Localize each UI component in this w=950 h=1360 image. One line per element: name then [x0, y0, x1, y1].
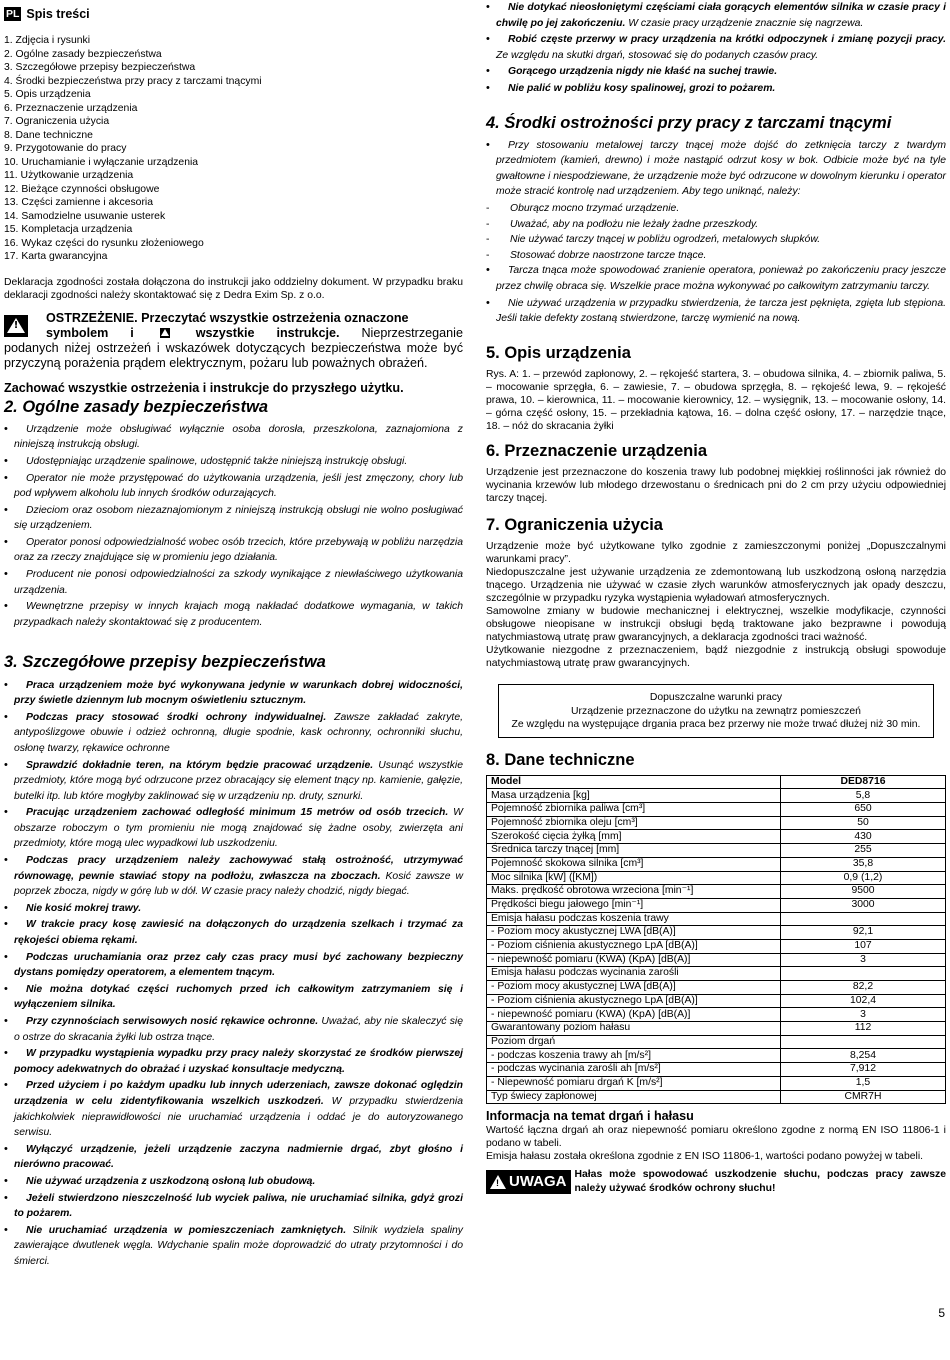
warning-line-2: [4, 326, 463, 341]
spec-label: Prędkości biegu jałowego [min⁻¹]: [487, 898, 781, 912]
list-item: [4, 982, 463, 1013]
list-item-bold: Nie używać urządzenia z uszkodzoną osłoną lub obudową.: [26, 1175, 316, 1187]
list-item: [4, 805, 463, 852]
spec-label: Pojemność zbiornika paliwa [cm³]: [487, 803, 781, 817]
toc-item[interactable]: 2. Ogólne zasady bezpieczeństwa: [4, 48, 162, 60]
spec-value: 650: [781, 803, 946, 817]
section-4-list: [486, 138, 946, 200]
table-row: [487, 1035, 946, 1049]
list-item: [4, 917, 463, 948]
declaration-note: Deklaracja zgodności została dołączona do instrukcji jako oddzielny dokument. W przypadku braku deklaracji zgodności należy skontaktować się z Dedra Exim Sp. z o.o.: [4, 276, 463, 301]
spec-label: Typ świecy zapłonowej: [487, 1090, 781, 1104]
list-item: • Wewnętrzne przepisy w innych krajach mogą nakładać dodatkowe wymagania, w takich przypadkach należy skontaktować się z producentem.: [4, 599, 463, 630]
table-row: [487, 981, 946, 995]
spec-value: CMR7H: [781, 1090, 946, 1104]
spec-value: 102,4: [781, 994, 946, 1008]
spec-label: - Poziom ciśnienia akustycznego LpA [dB(A)]: [487, 939, 781, 953]
right-column: [486, 0, 946, 1195]
section-2-title: 2. Ogólne zasady bezpieczeństwa: [4, 397, 269, 416]
box-line: Ze względu na występujące drgania praca bez przerwy nie może trwać dłużej niż 30 min.: [511, 719, 921, 731]
spec-label: Poziom drgań: [487, 1035, 781, 1049]
spec-value: 0,9 (1,2): [781, 871, 946, 885]
warning-word: symbolem: [46, 325, 109, 340]
list-item-bold: Podczas pracy stosować środki ochrony indywidualnej.: [26, 711, 327, 723]
list-item: • Operator ponosi odpowiedzialność wobec osób trzecich, które przebywają w pobliżu narzędzia oraz za rzeczy znajdujące się w promieniu jego działania.: [4, 535, 463, 566]
list-item-bold: Przed użyciem i po każdym upadku lub innych uderzeniach, zawsze dokonać oględzin urządzenia w celu zidentyfikowania wszelkich uszkodzeń.: [14, 1080, 463, 1107]
section-3-title: 3. Szczegółowe przepisy bezpieczeństwa: [4, 653, 326, 672]
keep-instructions: Zachować wszystkie ostrzeżenia i instrukcje do przyszłego użytku.: [4, 380, 404, 395]
toc-item[interactable]: 16. Wykaz części do rysunku złożeniowego: [4, 237, 204, 249]
list-item: [4, 1014, 463, 1045]
list-item-text: W obszarze roboczym o tym promieniu nie mogą znajdować się żadne osoby, zwierzęta ani przedmioty, które mogą ulec wypadkowi lub uszkodzeniu.: [14, 807, 463, 850]
table-row: [487, 994, 946, 1008]
toc-item[interactable]: 8. Dane techniczne: [4, 129, 93, 141]
table-row: [487, 1063, 946, 1077]
toc-header: [4, 6, 463, 22]
list-item-text: Zawsze zakładać zakryte, antypoślizgowe obuwie i odzież ochronną, długie spodnie, kask ochronny, ochronniki słuchu, osłonę twarzy, rękawice ochronne: [14, 711, 463, 754]
list-item: • Operator nie może przystępować do użytkowania urządzenia, jeśli jest zmęczony, chory lub pod wpływem alkoholu lub innych środków odurzających.: [4, 471, 463, 502]
box-line: Dopuszczalne warunki pracy: [649, 692, 783, 704]
table-row: [487, 926, 946, 940]
caution-label: UWAGA: [509, 1173, 567, 1191]
list-item-bold: Nie palić w pobliżu kosy spalinowej, grozi to pożarem.: [508, 82, 776, 94]
list-item-bold: Jeżeli stwierdzono nieszczelność lub wyciek paliwa, nie uruchamiać silnika, gdyż grozi to pożarem.: [14, 1192, 463, 1220]
list-item-text: Uważać, aby nie skaleczyć się o ostrze do skracania żyłki lub ostrza tnące.: [14, 1016, 463, 1043]
list-item-text: W czasie pracy urządzenie znacznie się nagrzewa.: [625, 17, 864, 29]
toc-item[interactable]: 7. Ograniczenia użycia: [4, 116, 110, 127]
spec-value: 1,5: [781, 1076, 946, 1090]
dash-item: - Stosować dobrze naostrzone tarcze tnące.: [486, 248, 946, 264]
warning-triangle-icon: [490, 1175, 506, 1189]
spec-value: 8,254: [781, 1049, 946, 1063]
list-item: [4, 1078, 463, 1140]
list-item: [4, 710, 463, 757]
table-row: [487, 953, 946, 967]
list-item: [486, 81, 946, 97]
warning-small-icon: [156, 326, 174, 341]
toc-item[interactable]: 10. Uruchamianie i wyłączanie urządzenia: [4, 156, 199, 168]
spec-value: 7,912: [781, 1063, 946, 1077]
spec-label: Szerokość cięcia żyłką [mm]: [487, 830, 781, 844]
toc-item[interactable]: 11. Użytkowanie urządzenia: [4, 170, 134, 181]
spec-label: Pojemność skokowa silnika [cm³]: [487, 857, 781, 871]
spec-label: - Poziom mocy akustycznej LWA [dB(A)]: [487, 926, 781, 940]
list-item: • Przy stosowaniu metalowej tarczy tnącej może dojść do zetknięcia tarczy z twardym przedmiotem (kamień, drewno) i może nastąpić odrzut kosy w bok. Odbicie może być na tyle gwałtowne i niespodziewane, że urządzenie może być odrzucone w dowolnym kierunku i operator może stracić kontrolę nad urządzeniem. Aby tego uniknąć, należy:: [486, 138, 946, 200]
table-row: [487, 803, 946, 817]
spec-value: 82,2: [781, 981, 946, 995]
list-item: • Producent nie ponosi odpowiedzialności za szkody wynikające z niewłaściwego użytkowania urządzenia.: [4, 567, 463, 598]
list-item-bold: Wyłączyć urządzenie, jeżeli urządzenie zaczyna nadmiernie drgać, zbyt głośno i nierówno pracować.: [14, 1143, 463, 1171]
spec-value: 3: [781, 953, 946, 967]
language-badge: PL: [6, 7, 20, 20]
table-row: [487, 1022, 946, 1036]
list-item: [4, 1174, 463, 1190]
table-row: [487, 967, 946, 981]
warning-heading: OSTRZEŻENIE. Przeczytać wszystkie ostrzeżenia oznaczone: [46, 310, 409, 325]
list-item: • Udostępniając urządzenie spalinowe, udostępnić także niniejszą instrukcję obsługi.: [4, 454, 463, 470]
spec-value: 112: [781, 1022, 946, 1036]
table-row: [487, 775, 946, 789]
dash-item: - Nie używać tarczy tnącej w pobliżu ogrodzeń, metalowych słupków.: [486, 232, 946, 248]
list-item: [486, 32, 946, 63]
working-conditions-box: [498, 684, 934, 738]
table-row: [487, 789, 946, 803]
section-2-list: [4, 422, 463, 631]
table-row: [487, 1049, 946, 1063]
table-row: [487, 1076, 946, 1090]
section-4-dash-list: [486, 201, 946, 263]
toc-item[interactable]: 6. Przeznaczenie urządzenia: [4, 102, 138, 114]
list-item: [4, 901, 463, 917]
spec-value: [781, 1035, 946, 1049]
table-row: [487, 844, 946, 858]
dash-item: - Uważać, aby na podłożu nie leżały żadne przeszkody.: [486, 217, 946, 233]
spec-value: 430: [781, 830, 946, 844]
warning-word: Nieprzestrzeganie: [361, 325, 463, 340]
list-item: [4, 1046, 463, 1077]
section-6-title: 6. Przeznaczenie urządzenia: [486, 441, 708, 460]
table-row: [487, 885, 946, 899]
list-item: • Tarcza tnąca może spowodować zranienie operatora, ponieważ po zakończeniu pracy jeszcze przez chwilę obraca się. Wszelkie prace można wykonywać po całkowitym zatrzymaniu tarczy.: [486, 263, 946, 294]
caution-block: [486, 1168, 946, 1195]
warning-block: [4, 311, 463, 371]
spec-label: - Poziom ciśnienia akustycznego LpA [dB(A)]: [487, 994, 781, 1008]
section-5-title: 5. Opis urządzenia: [486, 343, 631, 362]
warning-triangle-icon: [4, 315, 28, 337]
section-6-text: Urządzenie jest przeznaczone do koszenia trawy lub podobnej miękkiej roślinności jak również do wycinania krzewów lub młodego drzewostanu o średnicach pni do 2 cm przy użyciu odpowiedniej tarczy tnącej.: [486, 467, 946, 505]
info-text: Wartość łączna drgań ah oraz niepewność pomiaru określono zgodne z normą EN ISO 11806-1 i podano w tabeli.: [486, 1125, 946, 1150]
toc-item[interactable]: 5. Opis urządzenia: [4, 89, 91, 100]
toc-item[interactable]: 4. Środki bezpieczeństwa przy pracy z tarczami tnącymi: [4, 75, 262, 87]
box-line: Urządzenie przeznaczone do użytku na zewnątrz pomieszczeń: [571, 705, 861, 717]
table-row: [487, 898, 946, 912]
list-item-bold: Robić częste przerwy w pracy urządzenia na krótki odpoczynek i zmianę pozycji pracy.: [508, 34, 946, 46]
caution-badge: [486, 1170, 571, 1194]
table-row: [487, 912, 946, 926]
spec-value: 35,8: [781, 857, 946, 871]
spec-value: [781, 912, 946, 926]
list-item: [4, 853, 463, 900]
list-item: • Urządzenie może obsługiwać wyłącznie osoba dorosła, przeszkolona, zaznajomiona z niniejszą instrukcją obsługi.: [4, 422, 463, 453]
spec-label: - podczas koszenia trawy ah [m/s²]: [487, 1049, 781, 1063]
list-item-text: Ze względu na skutki drgań, stosować się do podanych czasów pracy.: [496, 49, 819, 61]
list-item-bold: Przy czynnościach serwisowych nosić rękawice ochronne.: [26, 1016, 319, 1028]
toc-item[interactable]: 14. Samodzielne usuwanie usterek: [4, 210, 166, 222]
list-item-bold: Gorącego urządzenia nigdy nie kłaść na suchej trawie.: [508, 66, 778, 78]
warning-word: instrukcje.: [276, 325, 340, 340]
list-item-bold: W przypadku wystąpienia wypadku przy pracy należy skorzystać ze środków pierwszej pomocy adekwatnych do obrażać i uzyskać konsultacje medyczną.: [14, 1048, 463, 1075]
left-column: [4, 6, 463, 1271]
spec-value: 50: [781, 816, 946, 830]
table-of-contents: [4, 34, 463, 264]
section-4-title: 4. Środki ostrożności przy pracy z tarczami tnącymi: [486, 113, 892, 132]
section-7-text: Niedopuszczalne jest używanie urządzenia ze zdemontowaną lub uszkodzoną osłoną narzędzia tnącego. Urządzenia nie używać w czasie złych warunków atmosferycznych jak opady deszczu, szczególnie w przypadku ryzyka wystąpienia wyładowań atmosferycznych.: [486, 567, 946, 605]
spec-label: - Niepewność pomiaru drgań K [m/s²]: [487, 1076, 781, 1090]
list-item: [4, 950, 463, 981]
list-item-text: Kosić zawsze w poprzek zbocza, nigdy w górę lub w dół. W czasie pracy należy chodzić, nigdy biegać.: [14, 870, 463, 898]
table-row: [487, 1008, 946, 1022]
spec-value: DED8716: [781, 775, 946, 789]
warning-word: i: [130, 325, 134, 340]
section-7-text: Samowolne zmiany w budowie mechanicznej i elektrycznej, wszelkie modyfikacje, czynności obsługowe nieopisane w instrukcji obsługi będą traktowane jako bezprawne i powodują natychmiastową utratę praw gwarancyjnych, a deklaracja zgodności traci ważność.: [486, 606, 946, 644]
table-row: [487, 871, 946, 885]
spec-label: Model: [487, 775, 781, 789]
dash-item: - Oburącz mocno trzymać urządzenie.: [486, 201, 946, 217]
table-row: [487, 1090, 946, 1104]
toc-item[interactable]: 13. Części zamienne i akcesoria: [4, 197, 154, 208]
list-item: • Dzieciom oraz osobom niezaznajomionym z niniejszą instrukcją obsługi nie wolno posługiwać się urządzeniem.: [4, 503, 463, 534]
section-7-text: Użytkowanie niezgodne z przeznaczeniem, bądź niezgodnie z instrukcją obsługi spowoduje natychmiastową utratę praw gwarancyjnych.: [486, 645, 946, 670]
list-item: [4, 1191, 463, 1222]
list-item-bold: Nie uruchamiać urządzenia w pomieszczeniach zamkniętych.: [26, 1224, 347, 1236]
caution-text: Hałas może spowodować uszkodzenie słuchu, podczas pracy zawsze należy używać środków ochrony słuchu!: [574, 1169, 946, 1194]
spec-label: - niepewność pomiaru (KWA) (KpA) [dB(A)]: [487, 953, 781, 967]
page-number: 5: [938, 1306, 945, 1320]
table-row: [487, 830, 946, 844]
list-item-bold: Pracując urządzeniem zachować odległość minimum 15 metrów od osób trzecich.: [26, 807, 449, 819]
section-3-list: [4, 678, 463, 1270]
section-8-title: 8. Dane techniczne: [486, 750, 635, 769]
spec-label: Moc silnika [kW] ([KM]): [487, 871, 781, 885]
list-item-text: Usunąć wszystkie przedmioty, które mogą być odrzucone przez obracający się element tnący np. kamienie, gałęzie, butelki itp. lub które mogłyby zaklinować się w urządzeniu np. druty, sznurki.: [14, 759, 463, 802]
spec-value: 107: [781, 939, 946, 953]
list-item-text: W przypadku stwierdzenia jakichkolwiek nieprawidłowości nie uruchamiać urządzenia i oddać je do autoryzowanego serwisu.: [14, 1095, 463, 1139]
warning-word: wszystkie: [195, 325, 255, 340]
spec-value: 5,8: [781, 789, 946, 803]
toc-item[interactable]: 1. Zdjęcia i rysunki: [4, 35, 91, 46]
warning-body: podanych niżej ostrzeżeń i wskazówek dotyczących bezpieczeństwa może być przyczyną porażenia prądem elektrycznym, pożaru lub poważnych obrażeń.: [4, 340, 463, 370]
list-item-text: Silnik wydziela spaliny zawierające dwutlenek węgla. Wdychanie spalin może doprowadzić do utraty przytomności i do śmierci.: [14, 1224, 463, 1267]
list-item-bold: Nie kosić mokrej trawy.: [26, 902, 142, 914]
list-item-bold: Podczas pracy urządzeniem należy zachowywać stałą ostrożność, utrzymywać równowagę, pewnie stawiać stopy na podłożu, zwłaszcza na zboczach.: [14, 855, 463, 882]
list-item-bold: Praca urządzeniem może być wykonywana jedynie w warunkach dobrej widoczności, przy świetle dziennym lub mocnym oświetleniu sztucznym.: [14, 679, 463, 707]
spec-label: Maks. prędkość obrotowa wrzeciona [min⁻¹]: [487, 885, 781, 899]
section-5-text: Rys. A: 1. – przewód zapłonowy, 2. – rękojeść startera, 3. – obudowa silnika, 4. – zbiornik paliwa, 5. – mocowanie sprzęgła, 6. – zawiesie, 7. – obudowa sprzęgła, 8. – rękojeść lewa, 9. – rękojeść prawa, 10. – kierownica, 11. – mocowanie kierownicy, 12. – wysięgnik, 13. – mocowanie osłony, 14. – górna część osłony, 15. – przekładnia kątowa, 16. – dolna część osłony, 17. – narzędzie tnące, 18. – nóż do skracania żyłki: [486, 368, 946, 432]
spec-value: [781, 967, 946, 981]
list-item: • Nie używać urządzenia w przypadku stwierdzenia, że tarcza jest pęknięta, zgięta lub stępiona. Jeśli takie defekty zostaną stwierdzone, tarczę wymienić na nową.: [486, 296, 946, 327]
list-item: [4, 1142, 463, 1173]
list-item: [4, 758, 463, 805]
toc-item[interactable]: 12. Bieżące czynności obsługowe: [4, 183, 160, 195]
spec-value: 92,1: [781, 926, 946, 940]
list-item: [4, 1223, 463, 1270]
section-7-title: 7. Ograniczenia użycia: [486, 516, 663, 535]
section-7-text: Urządzenie może być użytkowane tylko zgodnie z zamieszczonymi poniżej „Dopuszczalnymi warunkami pracy”.: [486, 541, 946, 566]
list-item-bold: W trakcie pracy kosę zawiesić na dołączonych do urządzenia szelkach i trzymać za rękojeści obiema rękami.: [14, 919, 463, 947]
spec-label: - niepewność pomiaru (KWA) (KpA) [dB(A)]: [487, 1008, 781, 1022]
spec-label: Gwarantowany poziom hałasu: [487, 1022, 781, 1036]
toc-item[interactable]: 17. Karta gwarancyjna: [4, 251, 108, 262]
list-item: [4, 678, 463, 709]
spec-label: Pojemność zbiornika oleju [cm³]: [487, 816, 781, 830]
info-title: Informacja na temat drgań i hałasu: [486, 1109, 694, 1124]
spec-label: Emisja hałasu podczas koszenia trawy: [487, 912, 781, 926]
spec-value: 255: [781, 844, 946, 858]
list-item-bold: Nie można dotykać części ruchomych przed ich całkowitym zatrzymaniem się i wyłączeniem silnika.: [14, 983, 463, 1011]
spec-value: 3: [781, 1008, 946, 1022]
spec-table: [486, 775, 946, 1105]
section-4-more-list: [486, 263, 946, 326]
info-text: Emisja hałasu została określona zgodnie z EN ISO 11806-1, wartości podano powyżej w tabeli.: [486, 1151, 924, 1163]
table-row: [487, 857, 946, 871]
spec-label: Emisja hałasu podczas wycinania zarośli: [487, 967, 781, 981]
toc-item[interactable]: 15. Kompletacja urządzenia: [4, 224, 133, 235]
list-item-bold: Nie dotykać nieosłoniętymi częściami ciała gorących elementów silnika w czasie pracy i chwilę po jej zakończeniu.: [496, 2, 946, 29]
table-row: [487, 939, 946, 953]
toc-title: Spis treści: [26, 7, 90, 21]
list-item: [486, 64, 946, 80]
list-item: [486, 0, 946, 31]
spec-label: - podczas wycinania zarośli ah [m/s²]: [487, 1063, 781, 1077]
spec-label: - Poziom mocy akustycznej LWA [dB(A)]: [487, 981, 781, 995]
spec-label: Średnica tarczy tnącej [mm]: [487, 844, 781, 858]
spec-value: 9500: [781, 885, 946, 899]
list-item-bold: Sprawdzić dokładnie teren, na którym będzie pracować urządzenie.: [26, 759, 374, 771]
spec-value: 3000: [781, 898, 946, 912]
section-3-continued-list: [486, 0, 946, 97]
toc-item[interactable]: 9. Przygotowanie do pracy: [4, 143, 127, 154]
toc-item[interactable]: 3. Szczegółowe przepisy bezpieczeństwa: [4, 62, 196, 73]
list-item-bold: Podczas uruchamiania oraz przez cały czas pracy musi być zachowany bezpieczny dystans pomiędzy operatorem, a elementem tnącym.: [14, 951, 463, 979]
table-row: [487, 816, 946, 830]
spec-label: Masa urządzenia [kg]: [487, 789, 781, 803]
